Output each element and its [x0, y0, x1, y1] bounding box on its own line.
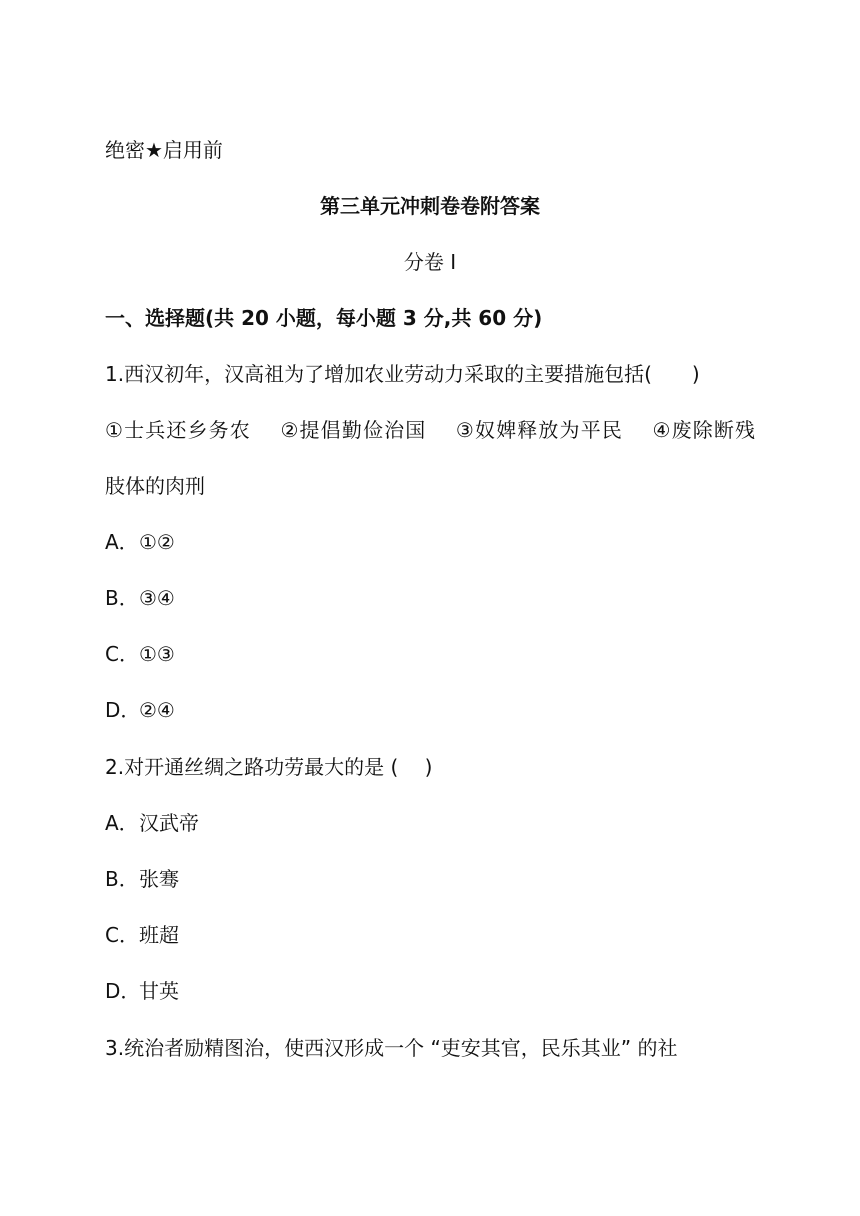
option-letter: D．	[105, 979, 141, 1003]
question-1-items	[105, 416, 755, 444]
option-letter: D．	[105, 698, 141, 722]
question-1-item-3: ③奴婢释放为平民	[455, 418, 623, 442]
question-1-stem: 1.西汉初年，汉高祖为了增加农业劳动力采取的主要措施包括( )	[105, 362, 700, 386]
question-1-item-2: ②提倡勤俭治国	[280, 418, 427, 442]
question-2-option-d	[105, 977, 179, 1005]
question-1-option-d	[105, 696, 175, 724]
question-2-option-c	[105, 921, 179, 949]
question-1-item-1: ①士兵还乡务农	[105, 418, 251, 442]
option-text: ②④	[139, 698, 175, 722]
option-letter: C．	[105, 642, 139, 666]
page-title: 第三单元冲刺卷卷附答案	[320, 194, 540, 218]
question-3-stem: 3.统治者励精图治，使西汉形成一个 “吏安其官，民乐其业” 的社	[105, 1036, 678, 1060]
option-text: 甘英	[139, 979, 179, 1003]
section-label: 分卷 I	[403, 250, 457, 274]
question-1-option-b	[105, 584, 175, 612]
question-2-option-a	[105, 809, 199, 837]
option-letter: B．	[105, 586, 139, 610]
part-heading: 一、选择题(共 20 小题，每小题 3 分,共 60 分)	[105, 306, 543, 330]
question-1-option-a	[105, 528, 175, 556]
option-letter: B．	[105, 867, 139, 891]
option-letter: A．	[105, 811, 139, 835]
option-text: 班超	[139, 923, 179, 947]
secret-mark: 绝密★启用前	[105, 138, 223, 162]
option-text: 汉武帝	[139, 811, 199, 835]
question-1-option-c	[105, 640, 175, 668]
option-text: ③④	[139, 586, 175, 610]
question-2-option-b	[105, 865, 179, 893]
question-2-stem: 2.对开通丝绸之路功劳最大的是 ( )	[105, 755, 433, 779]
option-text: ①②	[139, 530, 175, 554]
question-1-items-continued: 肢体的肉刑	[105, 474, 205, 498]
question-1-item-4: ④废除断残	[652, 418, 756, 442]
option-letter: A．	[105, 530, 139, 554]
option-letter: C．	[105, 923, 139, 947]
option-text: 张骞	[139, 867, 179, 891]
option-text: ①③	[139, 642, 175, 666]
